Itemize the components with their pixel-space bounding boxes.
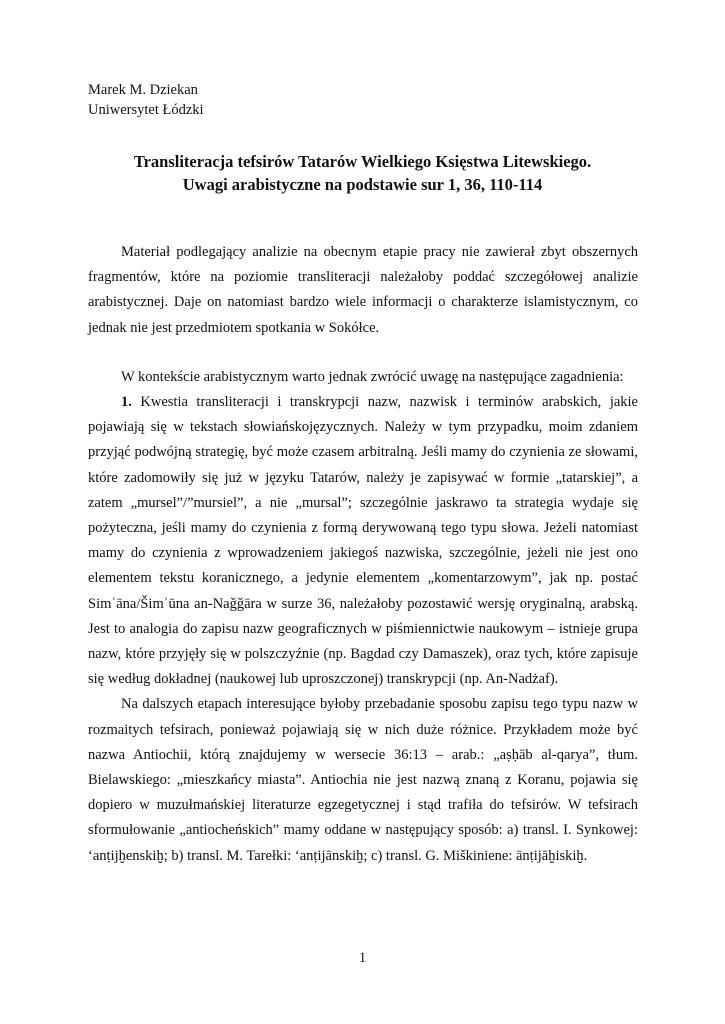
title-line-1: Transliteracja tefsirów Tatarów Wielkiego Księstwa Litewskiego. [133, 152, 592, 171]
paragraph-further: Na dalszych etapach interesujące byłoby przebadanie sposobu zapisu tego typu nazw w rozmaitych tefsirach, ponieważ pojawiają się w nich duże różnice. Przykładem może być nazwa Antiochii, którą znajdujemy w wersecie 36:13 – arab.: „aṣḥāb al-qarya”, tłum. Bielawskiego: „mieszkańcy miasta”. Antiochia nie jest nazwą znaną z Koranu, pojawia się dopiero w muzułmańskiej literaturze egzegetycznej i stąd trafiła do tefsirów. W tefsirach sformułowanie „antiocheńskich” mamy oddane w następujący sposób: a) transl. I. Synkowej: ‘anṭijḫenskiḫ; b) transl. M. Tarełki: ‘anṭijānskiḫ; c) transl. G. Miškiniene: ānṭijāḫiskiḫ. [88, 696, 638, 864]
point-1-text: Kwestia transliteracji i transkrypcji nazw, nazwisk i terminów arabskich, jakie pojawiają się w tekstach słowiańskojęzycznych. Należy w tym przypadku, moim zdaniem przyjąć podwójną strategię, być może czasem arbitralną. Jeśli mamy do czynienia ze słowami, które zadomowiły się już w języku Tatarów, należy je zapisywać w formie „tatarskiej”, a zatem „mursel”/”mursiel”, a nie „mursal”; szczególnie jaskrawo ta strategia wydaje się pożyteczna, jeśli mamy do czynienia z formą derywowaną tego typu słowa. Jeżeli natomiast mamy do czynienia z wprowadzeniem jakiegoś nazwiska, szczególnie, jeżeli nie jest ono elementem tekstu koranicznego, a jedynie elementem „komentarzowym”, jak np. postać Simʿāna/Šimʿūna an-Naǧǧāra w surze 36, należałoby pozostawić wersję oryginalną, arabską. Jest to analogia do zapisu nazw geograficznych w piśmiennictwie naukowym – istnieje grupa nazw, które przyjęły się w polszczyźnie (np. Bagdad czy Damaszek), oraz tych, które zapisuje się według dokładnej (naukowej lub uproszczonej) transkrypcji (np. An-Nadżaf). [88, 394, 638, 688]
point-number: 1. [121, 394, 132, 411]
author-affiliation: Uniwersytet Łódzki [88, 102, 204, 118]
title-line-2: Uwagi arabistyczne na podstawie sur 1, 36, 110-114 [182, 175, 543, 194]
body-text [88, 240, 638, 869]
paragraph-intro: Materiał podlegający analizie na obecnym etapie pracy nie zawierał zbyt obszernych fragmentów, które na poziomie transliteracji należałoby poddać szczegółowej analizie arabistycznej. Daje on natomiast bardzo wiele informacji o charakterze islamistycznym, co jednak nie jest przedmiotem spotkania w Sokółce. [88, 244, 638, 336]
author-name: Marek M. Dziekan [88, 82, 198, 98]
author-block [88, 80, 204, 120]
document-title [60, 150, 665, 196]
paragraph-context: W kontekście arabistycznym warto jednak zwrócić uwagę na następujące zagadnienia: [121, 368, 624, 385]
paragraph-point-1 [88, 390, 638, 692]
page-number: 1 [358, 950, 367, 966]
